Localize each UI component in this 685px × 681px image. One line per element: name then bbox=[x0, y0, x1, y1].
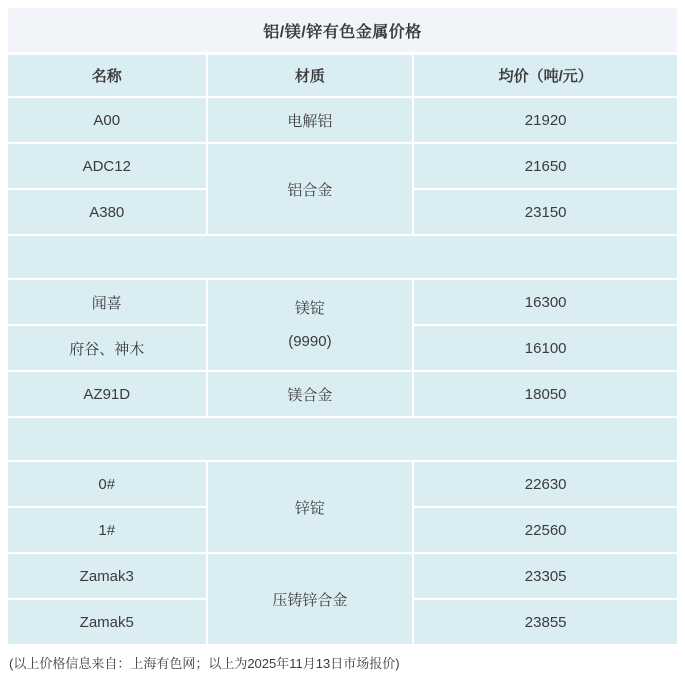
price-cell: 23305 bbox=[414, 554, 677, 598]
header-row bbox=[8, 55, 677, 96]
material-cell: 锌锭 bbox=[208, 462, 413, 552]
name-cell: Zamak5 bbox=[8, 600, 206, 644]
table-row bbox=[8, 280, 677, 324]
material-cell: 铝合金 bbox=[208, 144, 413, 234]
price-cell: 22560 bbox=[414, 508, 677, 552]
material-cell: 镁合金 bbox=[208, 372, 413, 416]
table-row bbox=[8, 554, 677, 598]
price-cell: 23855 bbox=[414, 600, 677, 644]
material-grade-note: (9990) bbox=[288, 333, 332, 350]
section-gap-row bbox=[8, 418, 677, 460]
source-note: (以上价格信息来自：上海有色网；以上为2025年11月13日市场报价) bbox=[9, 656, 400, 671]
material-label: 镁锭 bbox=[294, 300, 325, 317]
name-cell: 0# bbox=[8, 462, 206, 506]
column-header-price: 均价（吨/元） bbox=[414, 55, 677, 96]
column-header-name: 名称 bbox=[8, 55, 206, 96]
table-row bbox=[8, 462, 677, 506]
name-cell: A00 bbox=[8, 98, 206, 142]
price-cell: 16300 bbox=[414, 280, 677, 324]
table-row bbox=[8, 144, 677, 188]
price-cell: 22630 bbox=[414, 462, 677, 506]
section-gap-cell bbox=[8, 236, 677, 278]
name-cell: 1# bbox=[8, 508, 206, 552]
name-cell: ADC12 bbox=[8, 144, 206, 188]
table-title-bar bbox=[8, 8, 677, 52]
price-cell: 16100 bbox=[414, 326, 677, 370]
column-header-material: 材质 bbox=[208, 55, 413, 96]
name-cell: AZ91D bbox=[8, 372, 206, 416]
material-cell bbox=[208, 280, 413, 370]
table-row bbox=[8, 372, 677, 416]
page-title: 铝/镁/锌有色金属价格 bbox=[263, 23, 422, 41]
price-table bbox=[6, 53, 679, 646]
name-cell: 闻喜 bbox=[8, 280, 206, 324]
name-cell: 府谷、神木 bbox=[8, 326, 206, 370]
material-cell: 压铸锌合金 bbox=[208, 554, 413, 644]
material-cell: 电解铝 bbox=[208, 98, 413, 142]
price-cell: 18050 bbox=[414, 372, 677, 416]
price-cell: 23150 bbox=[414, 190, 677, 234]
price-cell: 21920 bbox=[414, 98, 677, 142]
name-cell: A380 bbox=[8, 190, 206, 234]
name-cell: Zamak3 bbox=[8, 554, 206, 598]
section-gap-row bbox=[8, 236, 677, 278]
table-row bbox=[8, 98, 677, 142]
price-cell: 21650 bbox=[414, 144, 677, 188]
section-gap-cell bbox=[8, 418, 677, 460]
